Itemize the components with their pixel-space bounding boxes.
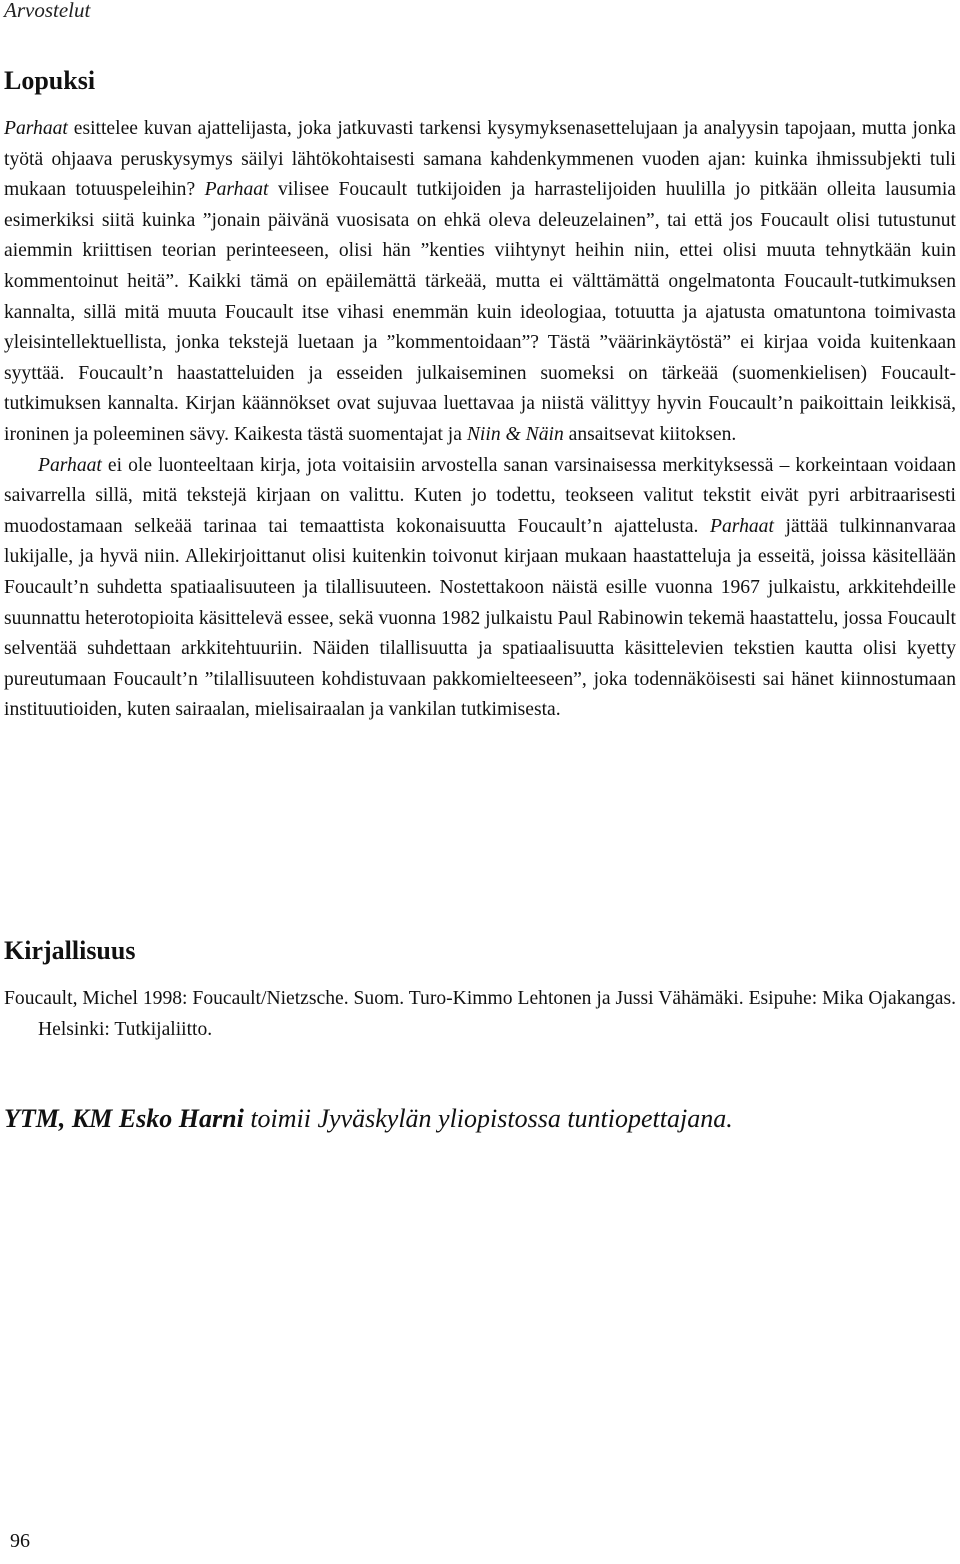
author-note — [4, 1104, 733, 1134]
paragraph-2 — [4, 451, 956, 726]
title-reference: Parhaat — [710, 515, 774, 537]
paragraph-2-text-a: ei ole luonteeltaan kirja, jota voitaisiin arvostella sanan varsinaisessa merkityksessä – korkeintaan voidaan saivarrella sillä, mitä tekstejä kirjaan on valittu. Kuten jo todettu, teokseen valitut tekstit eivät pyri arbitraarisesti muodostamaan selkeää tarinaa tai temaattista kokonaisuutta Foucault’n ajattelusta. — [4, 454, 956, 537]
paragraph-1-text-b: vilisee Foucault tutkijoiden ja harrastelijoiden huulilla jo pitkään olleita lausumia esimerkiksi siitä kuinka ”jonain päivänä vuosisata on ehkä oleva deleuzelainen”, tai että jos Foucault olisi tutustunut aiemmin kriittisen teorian perinteeseen, olisi hän ”kenties viihtynyt heihin niin, ettei olisi muuta tehnytkään kuin kommentoinut heitä”. Kaikki tämä on epäilemättä tärkeää, mutta ei välttämättä ongelmatonta Foucault-tutkimuksen kannalta, sillä mitä muuta Foucault itse vihasi enemmän kuin ideologiaa, totuutta ja ajatusta omatuntona toimivasta yleisintellektuellista, jonka tekstejä luetaan ja ”kommentoidaan”? Tästä ”väärinkäytöstä” ei kirjaa voida kuitenkaan syyttää. Foucault’n haastatteluiden ja esseiden julkaiseminen suomeksi on tärkeää (suomenkielisen) Foucault-tutkimuksen kannalta. Kirjan käännökset ovat sujuvaa luettavaa ja niistä välittyy hyvin Foucault’n paikoittain leikkisä, ironinen ja poleeminen sävy. Kaikesta tästä suomentajat ja — [4, 179, 956, 445]
author-affiliation: toimii Jyväskylän yliopistossa tuntiopettajana. — [243, 1104, 733, 1133]
section-heading-references: Kirjallisuus — [4, 936, 136, 965]
title-reference: Parhaat — [4, 118, 68, 139]
paragraph-1-text-c: ansaitsevat kiitoksen. — [563, 423, 737, 445]
publisher-reference: Niin & Näin — [466, 423, 564, 445]
reference-entry: Foucault, Michel 1998: Foucault/Nietzsche. Suom. Turo-Kimmo Lehtonen ja Jussi Vähämäki. Esipuhe: Mika Ojakangas. Helsinki: Tutkijaliitto. — [4, 988, 956, 1040]
article-body — [4, 114, 956, 726]
title-reference: Parhaat — [38, 454, 102, 476]
title-reference: Parhaat — [204, 179, 269, 201]
running-head: Arvostelut — [4, 0, 91, 22]
paragraph-1 — [4, 114, 956, 451]
paragraph-2-text-b: jättää tulkinnanvaraa lukijalle, ja hyvä niin. Allekirjoittanut olisi kuitenkin toivonut kirjaan mukaan haastatteluja ja esseitä, joissa käsitellään Foucault’n suhdetta spatiaalisuuteen ja tilallisuuteen. Nostettakoon näistä esille vuonna 1967 julkaistu, arkkitehdeille suunnattu heterotopioita käsittelevä essee, sekä vuonna 1982 julkaistu Paul Rabinowin tekemä haastattelu, jossa Foucault selventää suhdettaan arkkitehtuuriin. Näiden tilallisuutta ja spatiaalisuutta käsittelevien tekstien kautta olisi kyetty pureutumaan Foucault’n ”tilallisuuteen kohdistuvaan pakkomielteeseen”, joka todennäköisesti sai hänet kiinnostumaan instituutioiden, kuten sairaalan, mielisairaalan ja vankilan tutkimisesta. — [4, 515, 956, 721]
page-number: 96 — [10, 1530, 30, 1552]
paragraph-1-text-a: esittelee kuvan ajattelijasta, joka jatkuvasti tarkensi kysymyksenasettelujaan ja analyysin tapojaan, mutta jonka työtä ohjaava peruskysymys säilyi lähtökohtaisesti samana kahdenkymmenen vuoden ajan: kuinka ihmissubjekti tuli mukaan totuuspeleihin? — [4, 118, 956, 201]
author-name: YTM, KM Esko Harni — [4, 1104, 244, 1133]
section-heading-conclusion: Lopuksi — [4, 66, 96, 95]
